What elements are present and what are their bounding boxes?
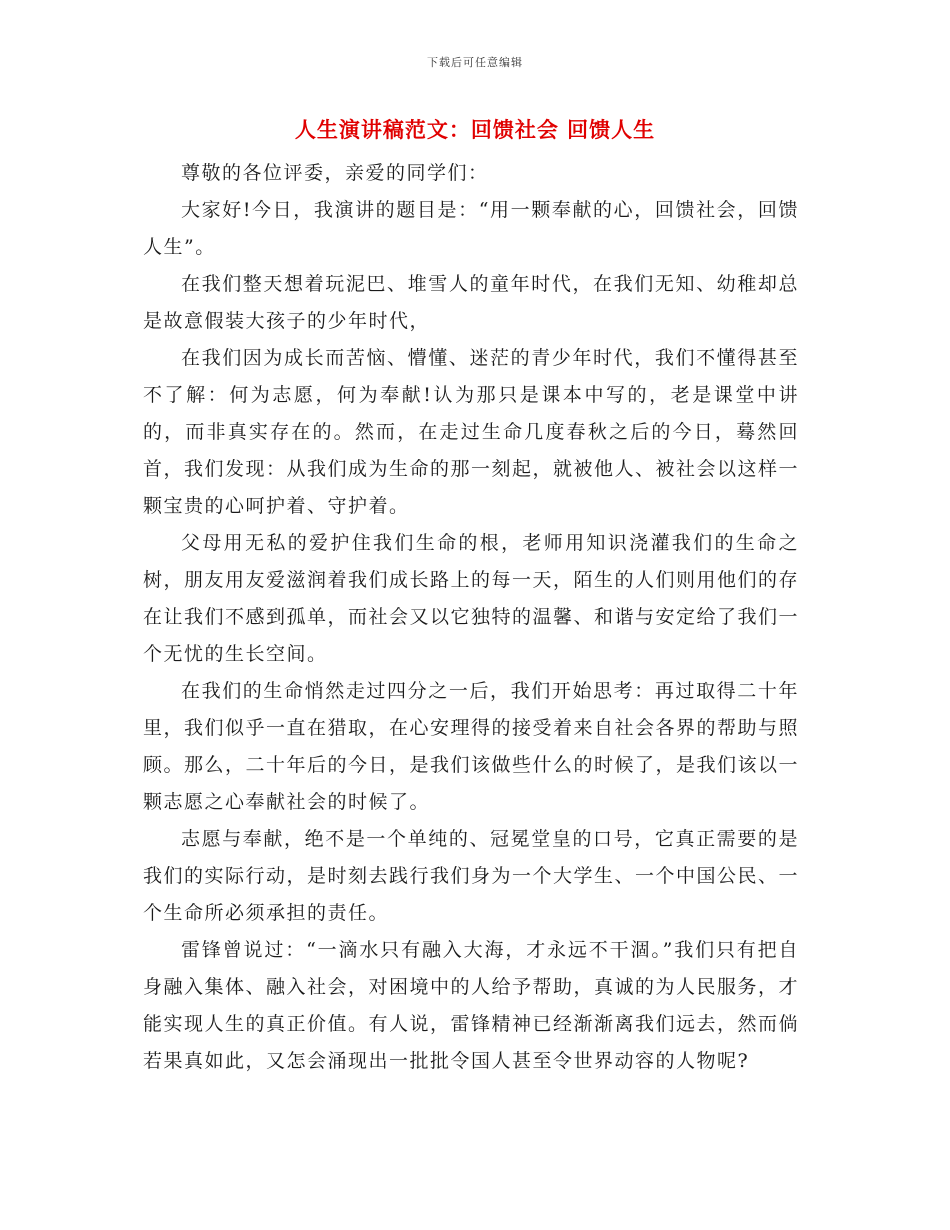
paragraph: 大家好!今日，我演讲的题目是：“用一颗奉献的心，回馈社会，回馈人生”。 (143, 199, 799, 258)
paragraph-greeting: 尊敬的各位评委，亲爱的同学们： (181, 162, 489, 184)
document-body (143, 155, 799, 1080)
paragraph: 父母用无私的爱护住我们生命的根，老师用知识浇灌我们的生命之树，朋友用友爱滋润着我们成长路上的每一天，陌生的人们则用他们的存在让我们不感到孤单，而社会又以它独特的温馨、和谐与安定给了我们一个无忧的生长空间。 (143, 532, 800, 665)
paragraph: 雷锋曾说过：“一滴水只有融入大海，才永远不干涸。”我们只有把自身融入集体、融入社会，对困境中的人给予帮助，真诚的为人民服务，才能实现人生的真正价值。有人说，雷锋精神已经渐渐离我们远去，然而倘若果真如此，又怎会涌现出一批批令国人甚至令世界动容的人物呢? (143, 939, 800, 1072)
paragraph: 志愿与奉献，绝不是一个单纯的、冠冕堂皇的口号，它真正需要的是我们的实际行动，是时刻去践行我们身为一个大学生、一个中国公民、一个生命所必须承担的责任。 (143, 828, 800, 924)
paragraph: 在我们整天想着玩泥巴、堆雪人的童年时代，在我们无知、幼稚却总是故意假装大孩子的少年时代， (143, 273, 799, 332)
paragraph: 在我们的生命悄然走过四分之一后，我们开始思考：再过取得二十年里，我们似乎一直在猎取，在心安理得的接受着来自社会各界的帮助与照顾。那么，二十年后的今日，是我们该做些什么的时候了，是我们该以一颗志愿之心奉献社会的时候了。 (143, 680, 800, 813)
document-title: 人生演讲稿范文：回馈社会 回馈人生 (294, 117, 656, 142)
header-note: 下载后可任意编辑 (427, 56, 523, 69)
paragraph: 在我们因为成长而苦恼、懵懂、迷茫的青少年时代，我们不懂得甚至不了解：何为志愿，何为奉献!认为那只是课本中写的，老是课堂中讲的，而非真实存在的。然而，在走过生命几度春秋之后的今日，蓦然回首，我们发现：从我们成为生命的那一刻起，就被他人、被社会以这样一颗宝贵的心呵护着、守护着。 (143, 347, 800, 517)
